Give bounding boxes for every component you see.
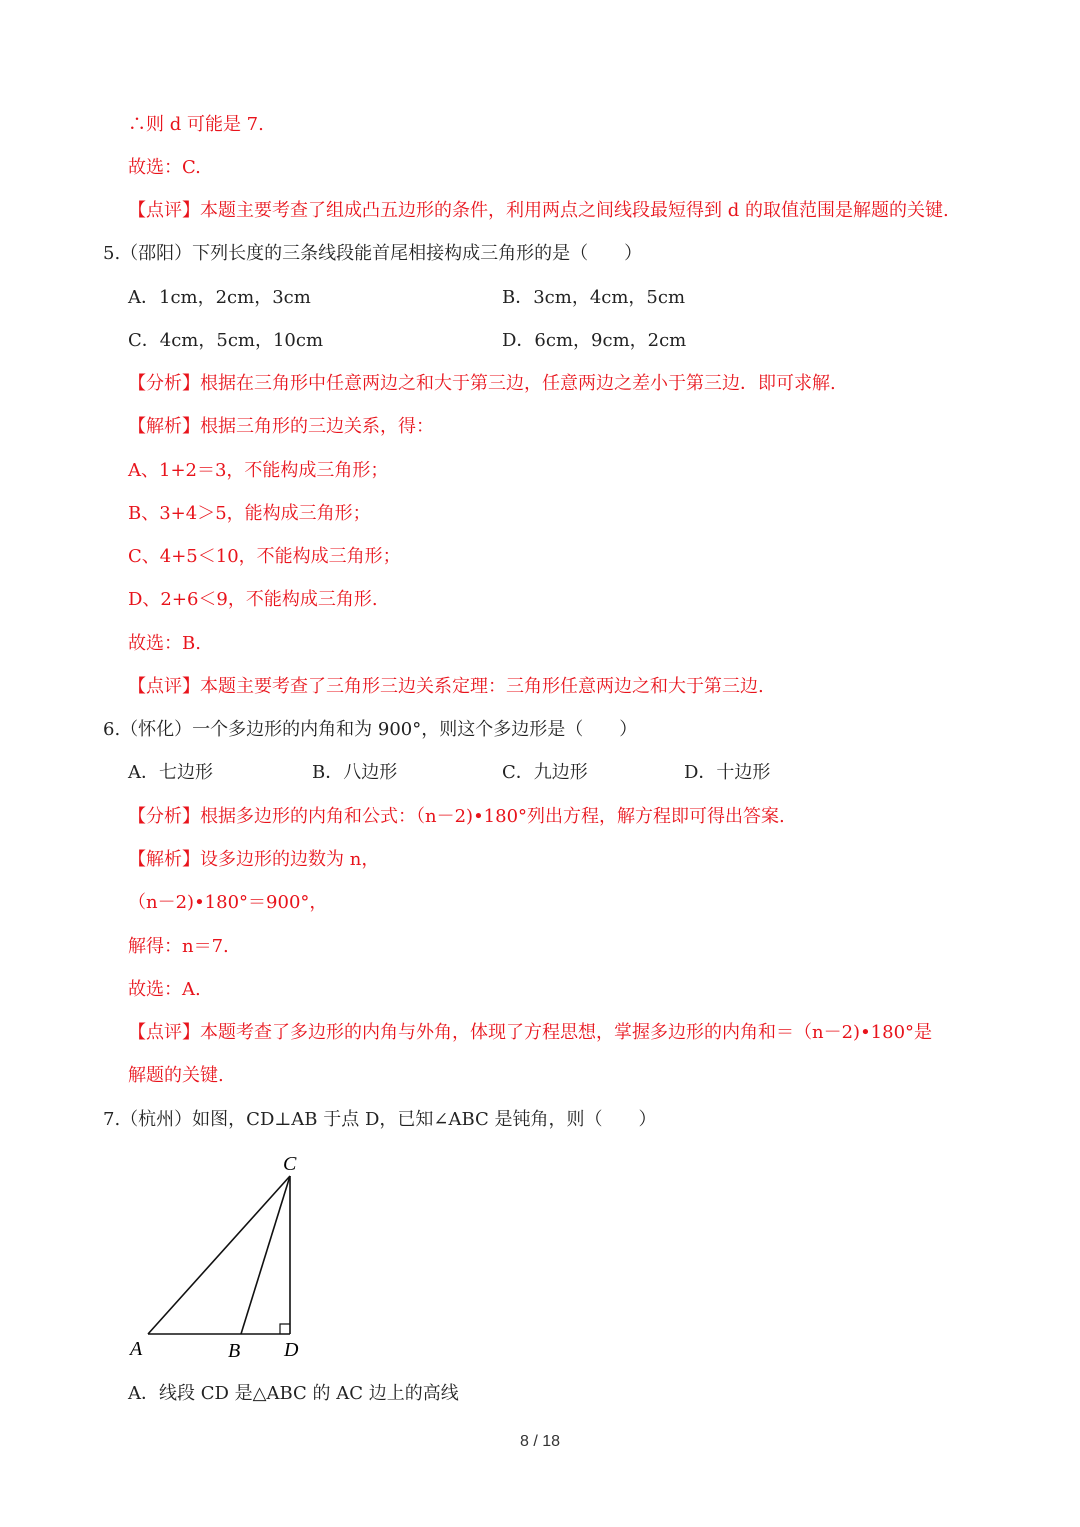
answer-line: 故选：B. xyxy=(128,633,201,654)
solution-step: D、2+6＜9，不能构成三角形. xyxy=(128,589,378,610)
option-d: D．6cm，9cm，2cm xyxy=(502,330,687,351)
label-c: C xyxy=(283,1153,297,1175)
triangle-figure xyxy=(120,1148,320,1368)
text-line: ∴则 d 可能是 7. xyxy=(128,114,264,135)
option-a: A．1cm，2cm，3cm xyxy=(128,287,311,308)
solution-step: A、1+2＝3，不能构成三角形； xyxy=(128,460,389,481)
answer-line: 故选：A. xyxy=(128,979,201,1000)
comment-line: 解题的关键. xyxy=(128,1065,224,1086)
solution-step: C、4+5＜10，不能构成三角形； xyxy=(128,546,401,567)
option-c: C．4cm，5cm，10cm xyxy=(128,330,324,351)
comment-line: 【点评】本题主要考查了三角形三边关系定理：三角形任意两边之和大于第三边. xyxy=(128,676,764,697)
comment-line: 【点评】本题考查了多边形的内角与外角，体现了方程思想，掌握多边形的内角和＝（n－2)•180°是 xyxy=(128,1022,933,1043)
option-a: A．七边形 xyxy=(128,762,213,783)
analysis-line: 【分析】根据在三角形中任意两边之和大于第三边，任意两边之差小于第三边．即可求解. xyxy=(128,373,836,394)
question-6: 6.（怀化）一个多边形的内角和为 900°，则这个多边形是（ ） xyxy=(103,719,638,740)
solution-step: B、3+4＞5，能构成三角形； xyxy=(128,503,371,524)
option-a: A．线段 CD 是△ABC 的 AC 边上的高线 xyxy=(128,1383,459,1404)
option-b: B．八边形 xyxy=(312,762,398,783)
label-b: B xyxy=(228,1340,241,1362)
analysis-line: 【分析】根据多边形的内角和公式：（n－2)•180°列出方程，解方程即可得出答案. xyxy=(128,806,785,827)
question-7: 7.（杭州）如图，CD⊥AB 于点 D，已知∠ABC 是钝角，则（ ） xyxy=(103,1109,657,1130)
solution-line: 【解析】设多边形的边数为 n， xyxy=(128,849,380,870)
option-d: D．十边形 xyxy=(684,762,771,783)
segment-bc xyxy=(241,1176,290,1334)
page-number: 8 / 18 xyxy=(519,1433,561,1450)
question-5: 5.（邵阳）下列长度的三条线段能首尾相接构成三角形的是（ ） xyxy=(103,243,643,264)
right-angle-mark xyxy=(280,1324,290,1334)
solution-step: 解得：n＝7. xyxy=(128,936,229,957)
option-b: B．3cm，4cm，5cm xyxy=(502,287,686,308)
solution-line: 【解析】根据三角形的三边关系，得： xyxy=(128,416,434,437)
option-c: C．九边形 xyxy=(502,762,588,783)
comment-line: 【点评】本题主要考查了组成凸五边形的条件，利用两点之间线段最短得到 d 的取值范围是解题的关键. xyxy=(128,200,949,221)
text-line: 故选：C. xyxy=(128,157,201,178)
solution-step: （n－2)•180°＝900°， xyxy=(128,892,328,913)
label-a: A xyxy=(130,1338,143,1360)
segment-ac xyxy=(148,1176,290,1334)
label-d: D xyxy=(284,1339,299,1361)
